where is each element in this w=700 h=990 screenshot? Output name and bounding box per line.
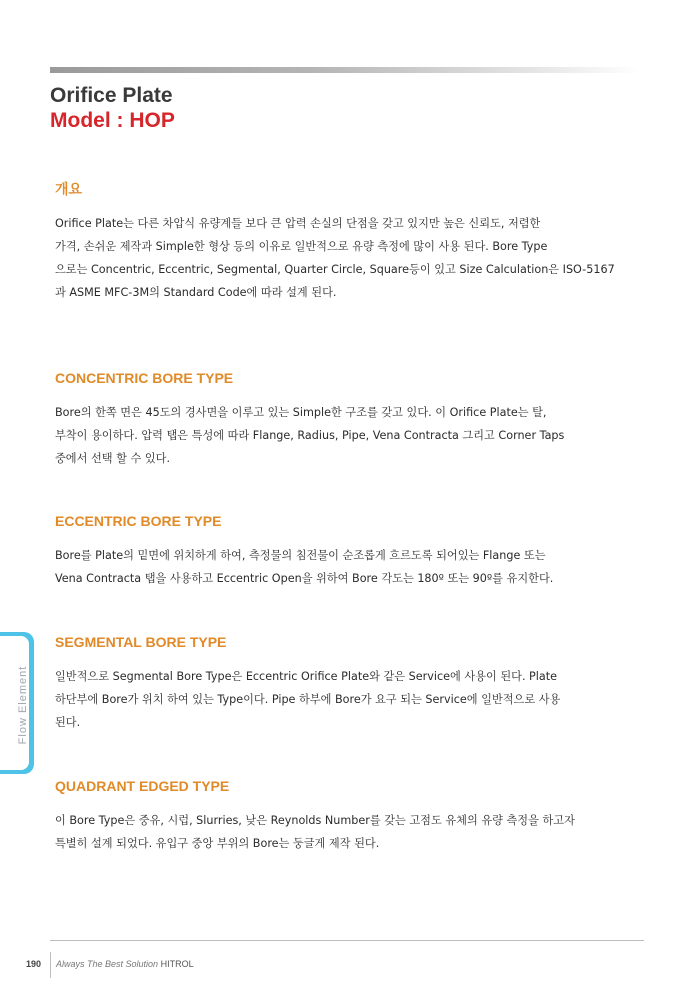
section-body bbox=[55, 212, 630, 304]
text-line: Bore의 한쪽 면은 45도의 경사면을 이루고 있는 Simple한 구조를 갖고 있다. 이 Orifice Plate는 탈, bbox=[55, 406, 547, 419]
text-line: Bore를 Plate의 밑면에 위치하게 하여, 측정물의 침전물이 순조롭게 흐르도록 되어있는 Flange 또는 bbox=[55, 549, 546, 562]
text-line: 된다. bbox=[55, 716, 81, 729]
page-number: 190 bbox=[26, 959, 42, 969]
text-line: 부착이 용이하다. 압력 탭은 특성에 따라 Flange, Radius, Pipe, Vena Contracta 그리고 Corner Taps bbox=[55, 429, 565, 442]
section-body bbox=[55, 665, 630, 734]
text-line: 하단부에 Bore가 위치 하여 있는 Type이다. Pipe 하부에 Bore가 요구 되는 Service에 일반적으로 사용 bbox=[55, 693, 561, 706]
text-line: 과 ASME MFC-3M의 Standard Code에 따라 설계 된다. bbox=[55, 286, 337, 299]
text-line: 일반적으로 Segmental Bore Type은 Eccentric Orifice Plate와 같은 Service에 사용이 된다. Plate bbox=[55, 670, 558, 683]
section-quadrant bbox=[55, 776, 630, 855]
text-line: 중에서 선택 할 수 있다. bbox=[55, 452, 171, 465]
footer-tagline: Always The Best Solution bbox=[56, 959, 159, 969]
section-heading: CONCENTRIC BORE TYPE bbox=[55, 370, 234, 386]
top-gradient-rule bbox=[50, 67, 640, 73]
section-heading: SEGMENTAL BORE TYPE bbox=[55, 634, 227, 650]
text-line: Orifice Plate는 다른 차압식 유량계들 보다 큰 압력 손실의 단점을 갖고 있지만 높은 신뢰도, 저렴한 bbox=[55, 217, 541, 230]
section-overview bbox=[55, 179, 630, 304]
text-line: 특별히 설계 되었다. 유입구 중앙 부위의 Bore는 둥글게 제작 된다. bbox=[55, 837, 380, 850]
text-line: 이 Bore Type은 중유, 시럽, Slurries, 낮은 Reynolds Number를 갖는 고점도 유체의 유량 측정을 하고자 bbox=[55, 814, 575, 827]
footer-brand: HITROL bbox=[160, 959, 194, 969]
section-body bbox=[55, 544, 630, 590]
model-label: Model : HOP bbox=[50, 109, 175, 132]
section-heading: QUADRANT EDGED TYPE bbox=[55, 778, 230, 794]
text-line: Vena Contracta 탭을 사용하고 Eccentric Open을 위하여 Bore 각도는 180º 또는 90º를 유지한다. bbox=[55, 572, 554, 585]
text-line: 으로는 Concentric, Eccentric, Segmental, Quarter Circle, Square등이 있고 Size Calculation은 ISO-5167 bbox=[55, 263, 615, 276]
footer-rule bbox=[50, 940, 644, 941]
side-tab-label: Flow Element bbox=[17, 665, 29, 745]
footer-tagline-group bbox=[56, 959, 194, 969]
section-concentric bbox=[55, 368, 630, 470]
section-heading: 개요 bbox=[55, 181, 83, 197]
section-body bbox=[55, 401, 630, 470]
text-line: 가격, 손쉬운 제작과 Simple한 형상 등의 이유로 일반적으로 유량 측정에 많이 사용 된다. Bore Type bbox=[55, 240, 548, 253]
section-body bbox=[55, 809, 630, 855]
section-segmental bbox=[55, 632, 630, 734]
section-heading: ECCENTRIC BORE TYPE bbox=[55, 513, 222, 529]
footer-separator bbox=[50, 952, 51, 978]
page-title: Orifice Plate bbox=[50, 84, 173, 107]
section-eccentric bbox=[55, 511, 630, 590]
